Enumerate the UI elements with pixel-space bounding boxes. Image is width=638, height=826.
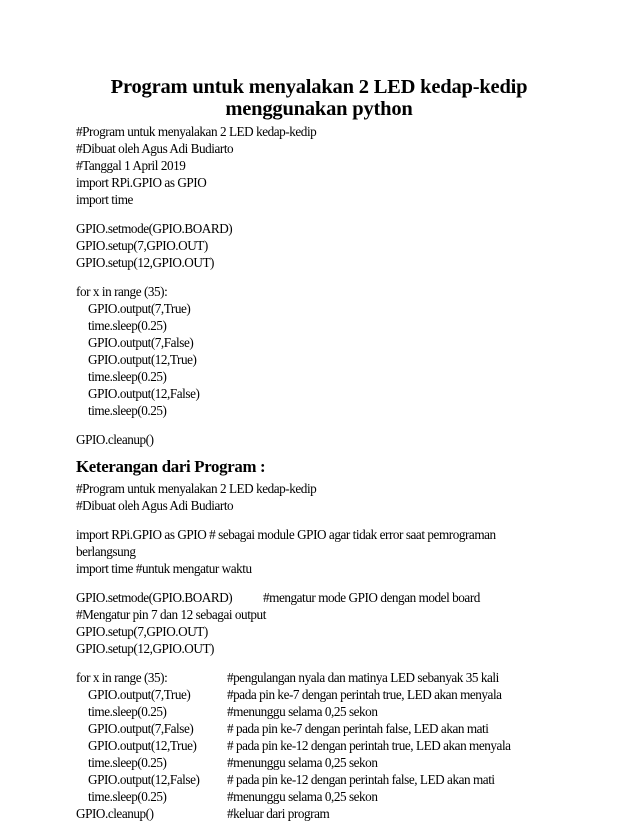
explanation-row-comment: #menunggu selama 0,25 sekon [227, 755, 378, 770]
explanation-row-code: for x in range (35): [76, 670, 168, 685]
code-sleep-2: time.sleep(0.25) [88, 369, 167, 384]
explanation-row-code: GPIO.cleanup() [76, 806, 154, 821]
explanation-import-time: import time #untuk mengatur waktu [76, 561, 252, 576]
explanation-import-gpio: import RPi.GPIO as GPIO # sebagai module GPIO agar tidak error saat pemrograman [76, 527, 496, 542]
explanation-row-comment: # pada pin ke-12 dengan perintah true, LED akan menyala [227, 738, 511, 753]
code-for-loop: for x in range (35): [76, 284, 168, 299]
code-sleep-3: time.sleep(0.25) [88, 403, 167, 418]
explanation-row-comment: # pada pin ke-12 dengan perintah false, LED akan mati [227, 772, 495, 787]
explanation-row-comment: #pada pin ke-7 dengan perintah true, LED akan menyala [227, 687, 502, 702]
code-setmode: GPIO.setmode(GPIO.BOARD) [76, 221, 233, 236]
explanation-row-comment: #keluar dari program [227, 806, 330, 821]
code-import-gpio: import RPi.GPIO as GPIO [76, 175, 207, 190]
explanation-import-gpio-cont: berlangsung [76, 544, 136, 559]
code-output-12-false: GPIO.output(12,False) [88, 386, 200, 401]
explanation-setmode-code: GPIO.setmode(GPIO.BOARD) [76, 590, 233, 605]
page-title-line-2: menggunakan python [225, 98, 413, 120]
explanation-row-comment: #menunggu selama 0,25 sekon [227, 704, 378, 719]
section-heading-explanation: Keterangan dari Program : [76, 457, 266, 476]
explanation-row-comment: #menunggu selama 0,25 sekon [227, 789, 378, 804]
code-setup-7: GPIO.setup(7,GPIO.OUT) [76, 238, 208, 253]
explanation-row-code: GPIO.output(12,False) [88, 772, 200, 787]
explanation-row-code: GPIO.output(7,True) [88, 687, 191, 702]
explanation-row-code: GPIO.output(7,False) [88, 721, 194, 736]
code-sleep-1: time.sleep(0.25) [88, 318, 167, 333]
explanation-setup-12: GPIO.setup(12,GPIO.OUT) [76, 641, 214, 656]
code-comment-author: #Dibuat oleh Agus Adi Budiarto [76, 141, 234, 156]
code-comment-date: #Tanggal 1 April 2019 [76, 158, 186, 173]
code-import-time: import time [76, 192, 133, 207]
code-output-7-false: GPIO.output(7,False) [88, 335, 194, 350]
explanation-row-code: GPIO.output(12,True) [88, 738, 197, 753]
explanation-row-code: time.sleep(0.25) [88, 789, 167, 804]
explanation-setmode-comment: #mengatur mode GPIO dengan model board [263, 590, 480, 605]
code-cleanup: GPIO.cleanup() [76, 432, 154, 447]
explanation-comment-author: #Dibuat oleh Agus Adi Budiarto [76, 498, 234, 513]
code-output-12-true: GPIO.output(12,True) [88, 352, 197, 367]
code-comment-program: #Program untuk menyalakan 2 LED kedap-kedip [76, 124, 317, 139]
explanation-row-code: time.sleep(0.25) [88, 755, 167, 770]
code-setup-12: GPIO.setup(12,GPIO.OUT) [76, 255, 214, 270]
page-title-line-1: Program untuk menyalakan 2 LED kedap-kedip [110, 76, 528, 98]
explanation-setup-7: GPIO.setup(7,GPIO.OUT) [76, 624, 208, 639]
code-output-7-true: GPIO.output(7,True) [88, 301, 191, 316]
explanation-row-comment: #pengulangan nyala dan matinya LED sebanyak 35 kali [227, 670, 499, 685]
explanation-pins-comment: #Mengatur pin 7 dan 12 sebagai output [76, 607, 266, 622]
explanation-row-code: time.sleep(0.25) [88, 704, 167, 719]
explanation-row-comment: # pada pin ke-7 dengan perintah false, LED akan mati [227, 721, 489, 736]
explanation-comment-program: #Program untuk menyalakan 2 LED kedap-kedip [76, 481, 317, 496]
